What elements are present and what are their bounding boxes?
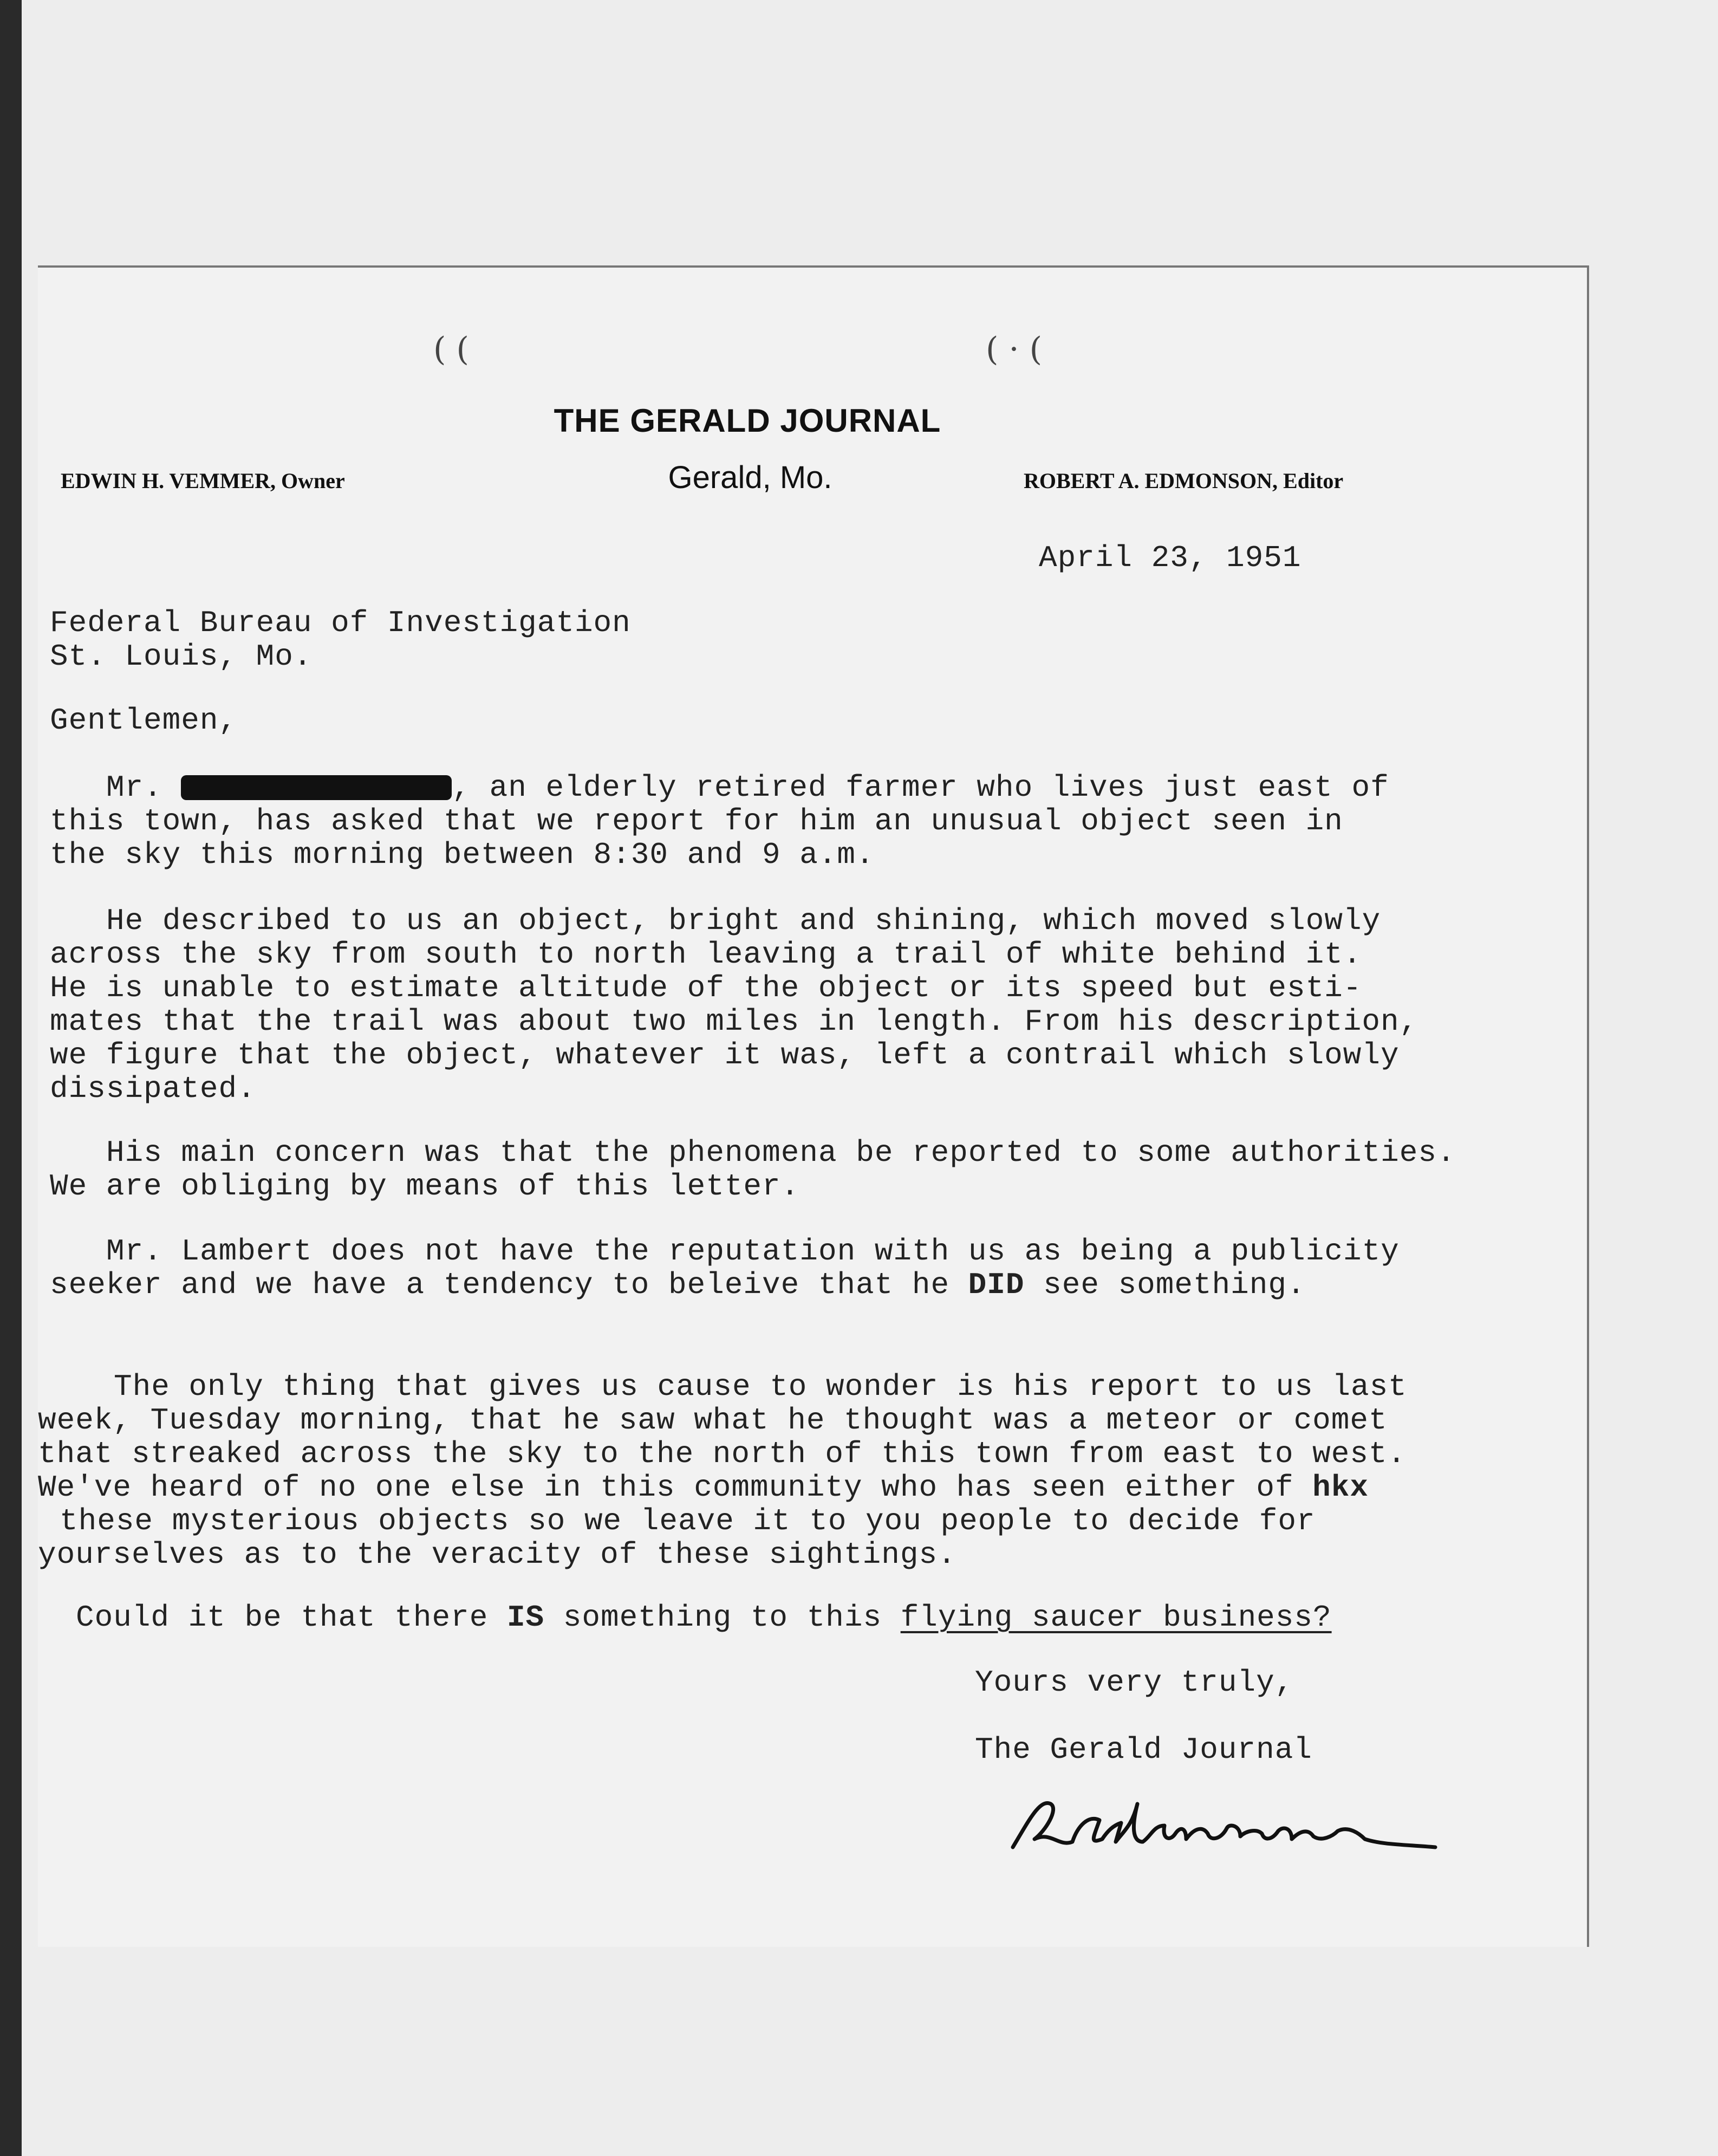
paragraph-1-line-3: the sky this morning between 8:30 and 9 a.m. — [50, 837, 875, 872]
paragraph-2-line-3: He is unable to estimate altitude of the object or its speed but esti- — [50, 971, 1362, 1005]
letter-sheet — [38, 265, 1589, 1947]
paragraph-2-line-1: He described to us an object, bright and shining, which moved slowly — [106, 904, 1381, 938]
paragraph-5-line-5: these mysterious objects so we leave it to you people to decide for — [60, 1504, 1316, 1538]
paragraph-5-line-4: We've heard of no one else in this community who has seen either of hkx — [38, 1470, 1369, 1505]
paragraph-4-line-2: seeker and we have a tendency to beleive that he DID see something. — [50, 1268, 1306, 1302]
recipient-line-1: Federal Bureau of Investigation — [50, 606, 631, 640]
closing-line-1: Yours very truly, — [975, 1665, 1294, 1700]
paragraph-2-line-6: dissipated. — [50, 1071, 256, 1106]
punch-mark-left: ( ( — [433, 330, 469, 368]
paragraph-4-line-1: Mr. Lambert does not have the reputation with us as being a publicity — [106, 1234, 1400, 1269]
paragraph-2-line-5: we figure that the object, whatever it was, left a contrail which slowly — [50, 1038, 1400, 1073]
owner-line: EDWIN H. VEMMER, Owner — [61, 469, 345, 493]
paragraph-2-line-2: across the sky from south to north leaving a trail of white behind it. — [50, 937, 1362, 972]
editor-line: ROBERT A. EDMONSON, Editor — [1024, 469, 1344, 493]
paragraph-1-line-1: Mr. , an elderly retired farmer who lives just east of — [106, 770, 1389, 805]
redaction-bar — [181, 775, 452, 800]
paragraph-5-line-6: yourselves as to the veracity of these sightings. — [38, 1537, 956, 1572]
paragraph-3-line-2: We are obliging by means of this letter. — [50, 1169, 800, 1204]
newspaper-location: Gerald, Mo. — [668, 460, 832, 495]
closing-line-2: The Gerald Journal — [975, 1732, 1312, 1767]
paragraph-2-line-4: mates that the trail was about two miles in length. From his description, — [50, 1004, 1418, 1039]
paragraph-5-line-2: week, Tuesday morning, that he saw what he thought was a meteor or comet — [38, 1403, 1388, 1438]
letter-date: April 23, 1951 — [1039, 541, 1301, 575]
newspaper-masthead: THE GERALD JOURNAL — [554, 402, 941, 439]
paragraph-1-line-2: this town, has asked that we report for him an unusual object seen in — [50, 804, 1343, 839]
recipient-line-2: St. Louis, Mo. — [50, 639, 313, 674]
paragraph-5-line-1: The only thing that gives us cause to wonder is his report to us last — [114, 1369, 1407, 1404]
punch-mark-right: ( · ( — [986, 330, 1043, 368]
paragraph-3-line-1: His main concern was that the phenomena be reported to some authorities. — [106, 1135, 1456, 1170]
paragraph-6-line-1: Could it be that there IS something to this flying saucer business? — [76, 1600, 1332, 1635]
salutation: Gentlemen, — [50, 703, 238, 738]
handwritten-signature — [1007, 1788, 1441, 1869]
paragraph-5-line-3: that streaked across the sky to the north of this town from east to west. — [38, 1437, 1407, 1471]
